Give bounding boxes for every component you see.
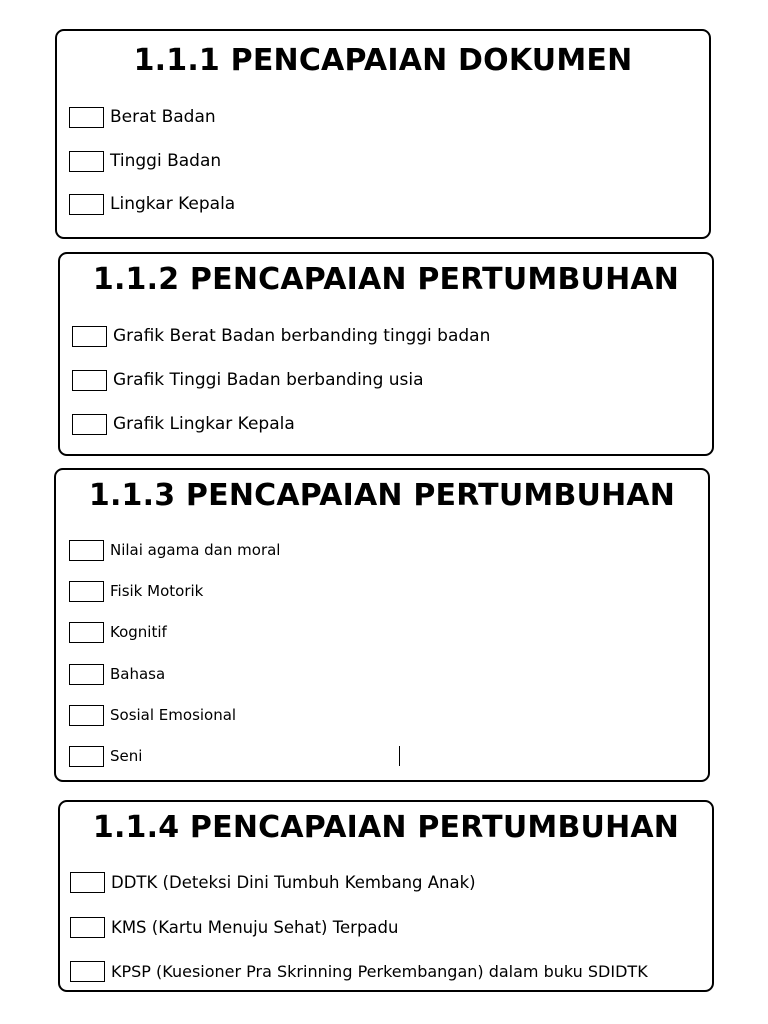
checkbox[interactable] — [70, 917, 105, 938]
checklist-item — [69, 538, 280, 562]
section-title: 1.1.3 PENCAPAIAN PERTUMBUHAN — [88, 478, 676, 513]
checklist-item-label: Sosial Emosional — [110, 706, 237, 724]
checkbox[interactable] — [72, 326, 107, 347]
section-pencapaian-perkembangan — [54, 468, 710, 782]
checkbox[interactable] — [72, 414, 107, 435]
checklist-item-label: Lingkar Kepala — [110, 194, 236, 214]
checkbox[interactable] — [69, 581, 104, 602]
checkbox[interactable] — [69, 622, 104, 643]
checkbox[interactable] — [70, 961, 105, 982]
checkbox[interactable] — [69, 194, 104, 215]
checklist-item-label: Nilai agama dan moral — [110, 541, 281, 559]
checklist-item-label: KMS (Kartu Menuju Sehat) Terpadu — [111, 917, 399, 937]
checklist-item-label: Grafik Berat Badan berbanding tinggi badan — [113, 326, 491, 346]
checklist-item-label: DDTK (Deteksi Dini Tumbuh Kembang Anak) — [111, 872, 476, 892]
checklist-item — [70, 870, 476, 894]
section-pencapaian-dokumen — [55, 29, 711, 239]
checklist-item-label: Kognitif — [110, 623, 167, 641]
checklist-item-label: Grafik Tinggi Badan berbanding usia — [113, 370, 424, 390]
checklist-item-label: Berat Badan — [110, 107, 216, 127]
checklist-item-label: Tinggi Badan — [110, 151, 222, 171]
checklist-item-label: Grafik Lingkar Kepala — [113, 414, 295, 434]
checklist-item — [69, 192, 235, 216]
checklist-item — [69, 662, 165, 686]
checklist-item — [70, 915, 398, 939]
checkbox[interactable] — [69, 664, 104, 685]
checklist-item — [70, 959, 648, 983]
checklist-item — [72, 324, 490, 348]
section-title: 1.1.2 PENCAPAIAN PERTUMBUHAN — [92, 262, 680, 297]
checklist-item — [69, 703, 236, 727]
checklist-item — [69, 579, 203, 603]
checklist-item-label: Fisik Motorik — [110, 582, 204, 600]
checkbox[interactable] — [69, 705, 104, 726]
section-title: 1.1.4 PENCAPAIAN PERTUMBUHAN — [92, 810, 680, 845]
text-cursor — [399, 746, 400, 766]
section-pencapaian-ddtk — [58, 800, 714, 992]
checklist-item — [72, 368, 424, 392]
checklist-item-label: KPSP (Kuesioner Pra Skrinning Perkembangan) dalam buku SDIDTK — [111, 961, 648, 981]
checklist-item-label: Bahasa — [110, 665, 166, 683]
checklist-item — [69, 744, 142, 768]
checklist-item — [69, 149, 221, 173]
checklist-item — [69, 620, 167, 644]
checkbox[interactable] — [69, 151, 104, 172]
checklist-item-label: Seni — [110, 747, 143, 765]
checkbox[interactable] — [70, 872, 105, 893]
checkbox[interactable] — [72, 370, 107, 391]
checkbox[interactable] — [69, 746, 104, 767]
checklist-item — [72, 412, 295, 436]
checkbox[interactable] — [69, 540, 104, 561]
section-pencapaian-pertumbuhan-grafik — [58, 252, 714, 456]
checkbox[interactable] — [69, 107, 104, 128]
checklist-item — [69, 105, 216, 129]
section-title: 1.1.1 PENCAPAIAN DOKUMEN — [133, 43, 633, 78]
